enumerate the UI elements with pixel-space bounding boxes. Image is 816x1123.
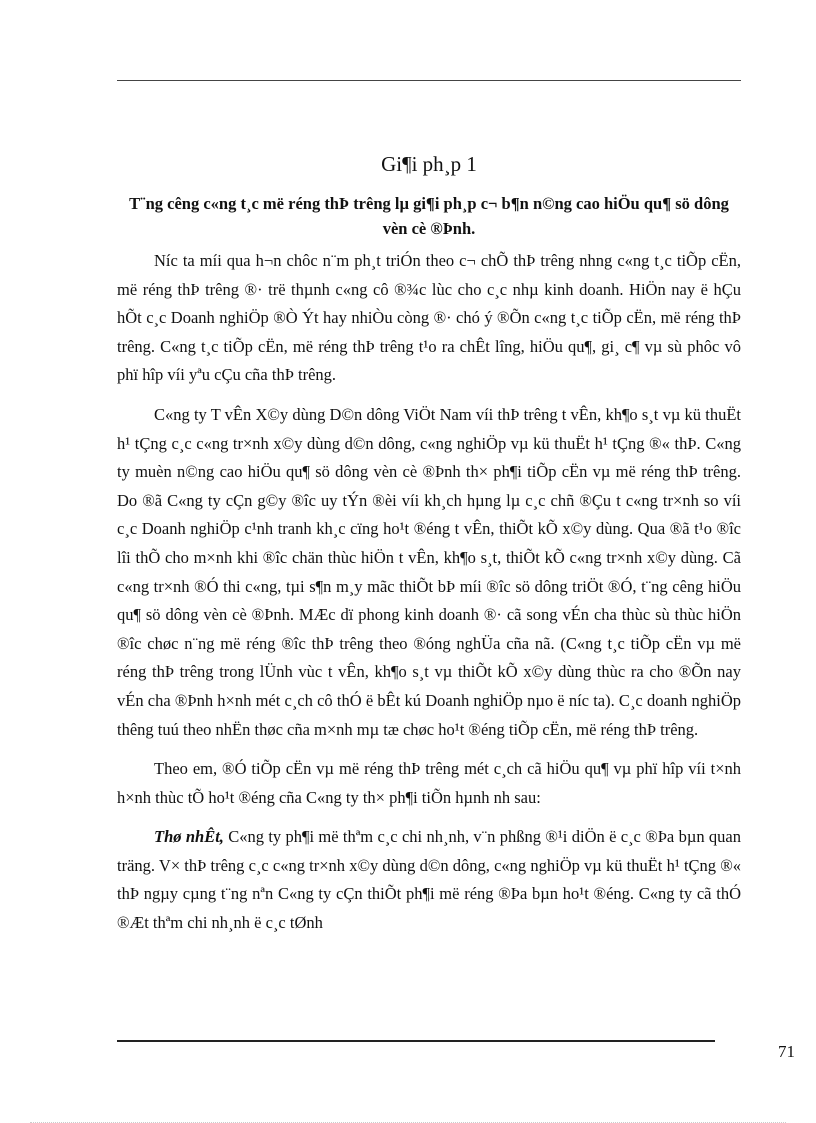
section-heading: Gi¶i ph¸p 1 — [381, 152, 477, 176]
header-rule — [117, 80, 741, 81]
paragraph-approach: Theo em, ®Ó tiÕp cËn vµ më réng thÞ trêng mét c¸ch cã hiÖu qu¶ vµ phï hîp víi t×nh h×nh thùc tÕ ho¹t ®éng cña C«ng ty th× ph¶i tiÕn hµnh nh sau: — [117, 759, 741, 807]
footer-rule — [117, 1040, 715, 1042]
paragraph-intro: Níc ta míi qua h¬n chôc n¨m ph¸t triÓn theo c¬ chÕ thÞ trêng nhng c«ng t¸c tiÕp cËn, më réng thÞ trêng ®· trë thµnh c«ng cô ®¾c lùc cho c¸c nhµ kinh doanh. HiÖn nay ë hÇu hÕt c¸c Doanh nghiÖp ®Ò Ýt hay nhiÒu còng ®· chó ý ®Õn c«ng t¸c tiÕp cËn, më réng thÞ trêng. C«ng t¸c tiÕp cËn, më réng thÞ trêng t¹o ra chÊt lîng, hiÖu qu¶, gi¸ c¶ vµ sù phôc vô phï hîp víi yªu cÇu cña thÞ trêng. — [117, 251, 741, 385]
page-body — [117, 152, 741, 949]
first-item-text: C«ng ty ph¶i më thªm c¸c chi nh¸nh, v¨n phßng ®¹i diÖn ë c¸c ®Þa bµn quan träng. V× thÞ trêng c¸c c«ng tr×nh x©y dùng d©n dông, c«ng nghiÖp vµ kü thuËt h¹ tÇng ®« thÞ ngµy cµng t¨ng nªn C«ng ty cÇn thiÕt ph¶i më réng ®Þa bµn ho¹t ®éng. C«ng ty cã thÓ ®Æt thªm chi nh¸nh ë c¸c tØnh — [117, 827, 742, 933]
first-item-lead: Thø nhÊt, — [154, 827, 224, 847]
paragraph-first-item — [117, 823, 741, 937]
page-number: 71 — [778, 1042, 795, 1061]
section-subheading: T¨ng cêng c«ng t¸c më réng thÞ trêng lµ gi¶i ph¸p c¬ b¶n n©ng cao hiÖu qu¶ sö dông vèn cè ®Þnh. — [129, 194, 729, 238]
paragraph-company: C«ng ty T vÊn X©y dùng D©n dông ViÖt Nam víi thÞ trêng t vÊn, kh¶o s¸t vµ kü thuËt h¹ tÇng c¸c c«ng tr×nh x©y dùng d©n dông, c«ng nghiÖp vµ kü thuËt h¹ tÇng ®« thÞ. C«ng ty muèn n©ng cao hiÖu qu¶ sö dông vèn cè ®Þnh th× ph¶i tiÕp cËn vµ më réng thÞ trêng. Do ®ã C«ng ty cÇn g©y ®îc uy tÝn ®èi víi kh¸ch hµng lµ c¸c chñ ®Çu t c«ng tr×nh so víi c¸c Doanh nghiÖp c¹nh tranh kh¸c cïng ho¹t ®éng t vÊn, thiÕt kÕ x©y dùng. Qua ®ã t¹o ®îc lîi thÕ cho m×nh khi ®îc chän thùc hiÖn t vÊn, kh¶o s¸t, thiÕt kÕ c«ng tr×nh x©y dùng. Cã c«ng tr×nh ®Ó thi c«ng, tµi s¶n m¸y mãc thiÕt bÞ míi ®îc sö dông triÖt ®Ó, t¨ng cêng hiÖu qu¶ sö dông vèn cè ®Þnh. MÆc dï phong kinh doanh ®· cã song vÉn cha thùc sù thùc hiÖn ®îc chøc n¨ng më réng ®îc thÞ trêng theo ®óng nghÜa cña nã. (C«ng t¸c tiÕp cËn vµ më réng thÞ trêng trong lÜnh vùc t vÊn, kh¶o s¸t vµ thiÕt kÕ x©y dùng thùc ra cho ®Õn nay vÉn cha ®Þnh h×nh mét c¸ch cô thÓ ë bÊt kú Doanh nghiÖp nµo ë níc ta). C¸c doanh nghiÖp thêng tuú theo nhËn thøc cña m×nh mµ tæ chøc ho¹t ®éng tiÕp cËn, më réng thÞ trêng. — [117, 404, 741, 739]
